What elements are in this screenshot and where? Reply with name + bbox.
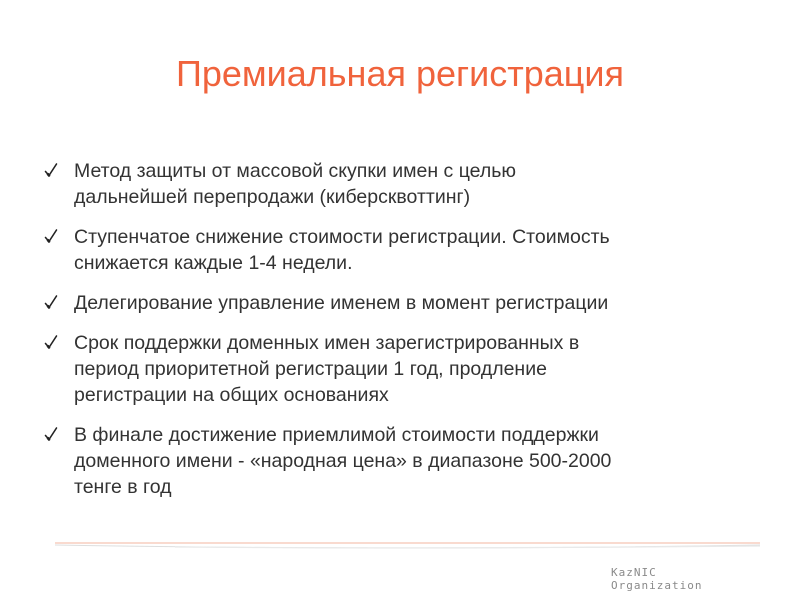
checkmark-icon (44, 162, 58, 178)
footer-organization (611, 566, 702, 592)
checkmark-icon (44, 228, 58, 244)
bullet-item-protection (44, 158, 774, 210)
footer-divider (55, 541, 760, 551)
bullet-text-line: Метод защиты от массовой скупки имен с целью (74, 160, 517, 182)
bullet-text-line: период приоритетной регистрации 1 год, продление (74, 358, 547, 380)
slide-title: Премиальная регистрация (176, 53, 624, 94)
bullet-text-line: снижается каждые 1-4 недели. (74, 252, 353, 274)
footer-org-line: Organization (611, 579, 703, 592)
bullet-text-line: доменного имени - «народная цена» в диапазоне 500-2000 (74, 450, 612, 472)
bullet-text-line: регистрации на общих основаниях (74, 384, 389, 406)
checkmark-icon (44, 294, 58, 310)
bullet-text-line: В финале достижение приемлимой стоимости поддержки (74, 424, 599, 446)
bullet-item-final-price (44, 422, 774, 500)
bullet-text-line: тенге в год (74, 476, 172, 498)
bullet-item-support-term (44, 330, 774, 408)
checkmark-icon (44, 334, 58, 350)
checkmark-icon (44, 426, 58, 442)
bullet-item-delegation (44, 290, 774, 316)
footer-org-line: KazNIC (611, 566, 657, 579)
bullet-text-line: Срок поддержки доменных имен зарегистрированных в (74, 332, 580, 354)
bullet-list (44, 158, 774, 514)
bullet-item-price-reduction (44, 224, 774, 276)
bullet-text-line: Делегирование управление именем в момент регистрации (74, 292, 609, 314)
bullet-text-line: Ступенчатое снижение стоимости регистрации. Стоимость (74, 226, 610, 248)
bullet-text-line: дальнейшей перепродажи (киберсквоттинг) (74, 186, 471, 208)
